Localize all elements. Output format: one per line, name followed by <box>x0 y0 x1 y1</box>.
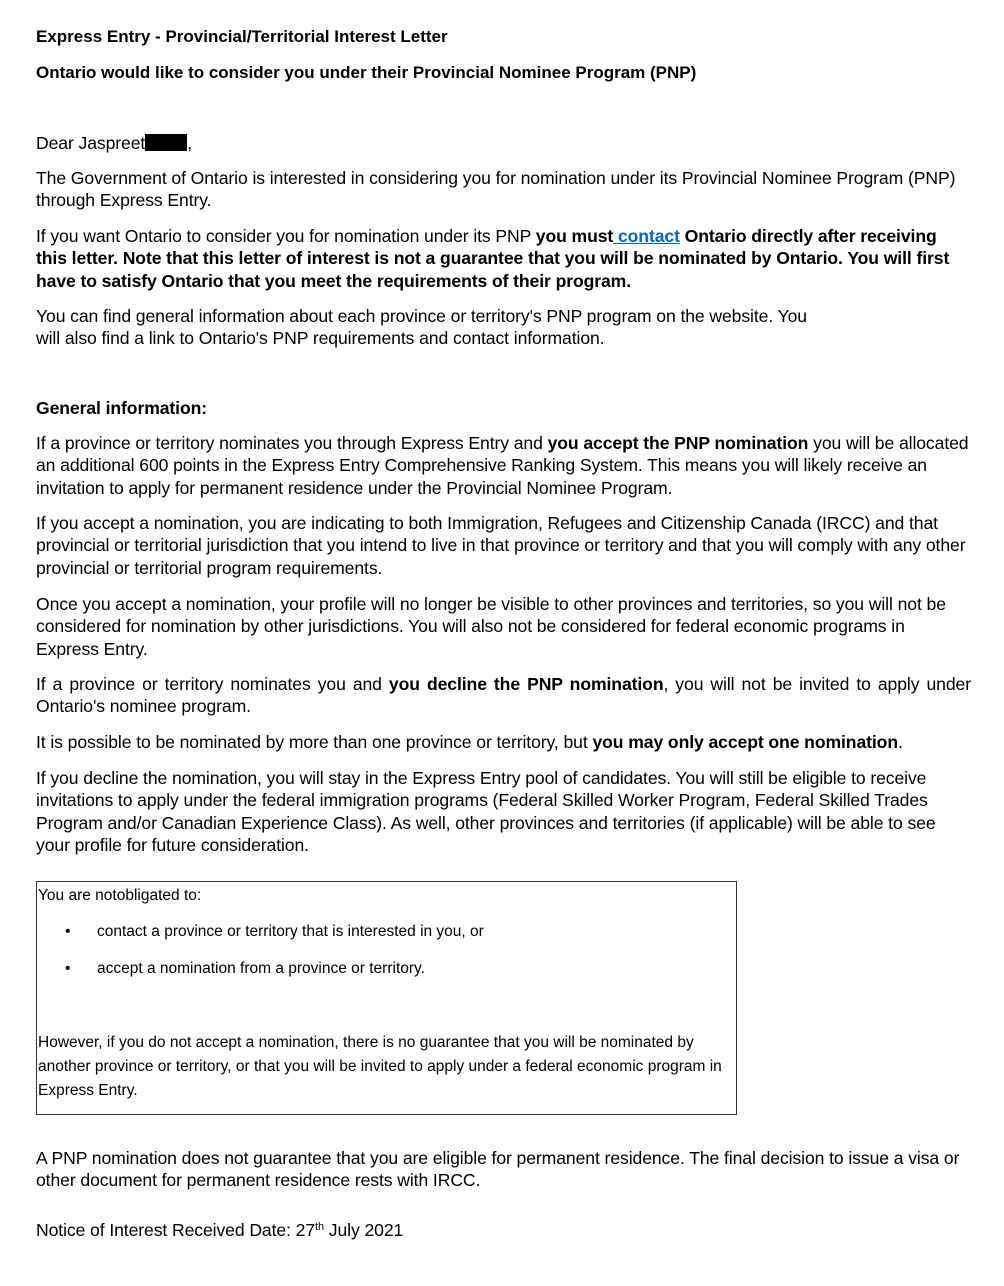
greeting-name: Dear Jaspreet <box>36 133 146 153</box>
text: will also find a link to Ontario's PNP requirements and contact information. <box>36 328 605 349</box>
not-obligated-box <box>36 881 737 1115</box>
notice-date-rest: July 2021 <box>324 1220 404 1240</box>
box-lead: You are notobligated to: <box>38 887 202 904</box>
text: If you want Ontario to consider you for nomination under its PNP <box>36 226 536 246</box>
contact-link[interactable]: contact <box>613 226 680 246</box>
text: you will be allocated an additional 600 points in the Express Entry Comprehensive Ranking System. This means you will likely receive an invitation to apply for permanent residence under the Provincial Nominee Program. <box>36 433 969 498</box>
bold-text: Ontario directly after receiving this letter. Note that this letter of interest is not a guarantee that you will be nominated by Ontario. You will first have to satisfy Ontario that you meet the requirements of their program. <box>36 226 950 291</box>
visibility-paragraph: Once you accept a nomination, your profile will no longer be visible to other provinces and territories, so you will not be considered for nomination by other jurisdictions. You will also not be considered for federal economic programs in Express Entry. <box>36 594 946 659</box>
letter-title: Express Entry - Provincial/Territorial Interest Letter <box>36 27 448 46</box>
text: . <box>897 732 903 752</box>
notice-label: Notice of Interest Received Date: 27 <box>36 1220 316 1240</box>
bold-text: you may only accept one nomination <box>592 732 898 752</box>
contact-paragraph <box>36 225 971 292</box>
ordinal-suffix: th <box>315 1221 325 1233</box>
notice-date <box>36 1219 971 1241</box>
website-paragraph <box>36 305 971 350</box>
list-item: • accept a nomination from a province or territory. <box>37 957 484 994</box>
text: , you will not be invited to apply under Ontario's nominee program. <box>36 674 971 717</box>
text: If a province or territory nominates you through Express Entry and <box>36 433 548 453</box>
text: It is possible to be nominated by more than one province or territory, but <box>36 732 593 752</box>
greeting <box>36 132 971 154</box>
general-info-heading: General information: <box>36 398 208 418</box>
bold-text: you accept the PNP nomination <box>547 433 809 453</box>
greeting-comma: , <box>187 133 192 153</box>
decline-paragraph <box>36 673 971 718</box>
box-however: However, if you do not accept a nomination, there is no guarantee that you will be nominated by another province or territory, or that you will be invited to apply under a federal economic program in Express Entry. <box>38 1034 722 1099</box>
bold-text: you decline the PNP nomination <box>388 674 664 694</box>
redacted-surname <box>145 134 187 151</box>
accept-paragraph <box>36 432 971 499</box>
letter-subtitle: Ontario would like to consider you under their Provincial Nominee Program (PNP) <box>36 63 697 82</box>
intro-paragraph: The Government of Ontario is interested in considering you for nomination under its Provincial Nominee Program (PNP) through Express Entry. <box>36 168 956 211</box>
pool-paragraph: If you decline the nomination, you will stay in the Express Entry pool of candidates. You will still be eligible to receive invitations to apply under the federal immigration programs (Federal Skilled Worker Program, Federal Skilled Trades Program and/or Canadian Experience Class). As well, other provinces and territories (if applicable) will be able to see your profile for future consideration. <box>36 768 936 856</box>
obligation-list <box>37 920 484 994</box>
list-item: • contact a province or territory that is interested in you, or <box>37 920 484 957</box>
indicating-paragraph: If you accept a nomination, you are indicating to both Immigration, Refugees and Citizenship Canada (IRCC) and that provincial or territorial jurisdiction that you intend to live in that province or territory and that you will comply with any other provincial or territorial program requirements. <box>36 513 966 578</box>
text: You can find general information about each province or territory's PNP program on the website. You <box>36 306 807 326</box>
text: If a province or territory nominates you and <box>36 674 389 694</box>
multiple-nominations-paragraph <box>36 731 996 753</box>
final-paragraph: A PNP nomination does not guarantee that you are eligible for permanent residence. The final decision to issue a visa or other document for permanent residence rests with IRCC. <box>36 1148 960 1191</box>
bold-text: you must <box>535 226 614 246</box>
